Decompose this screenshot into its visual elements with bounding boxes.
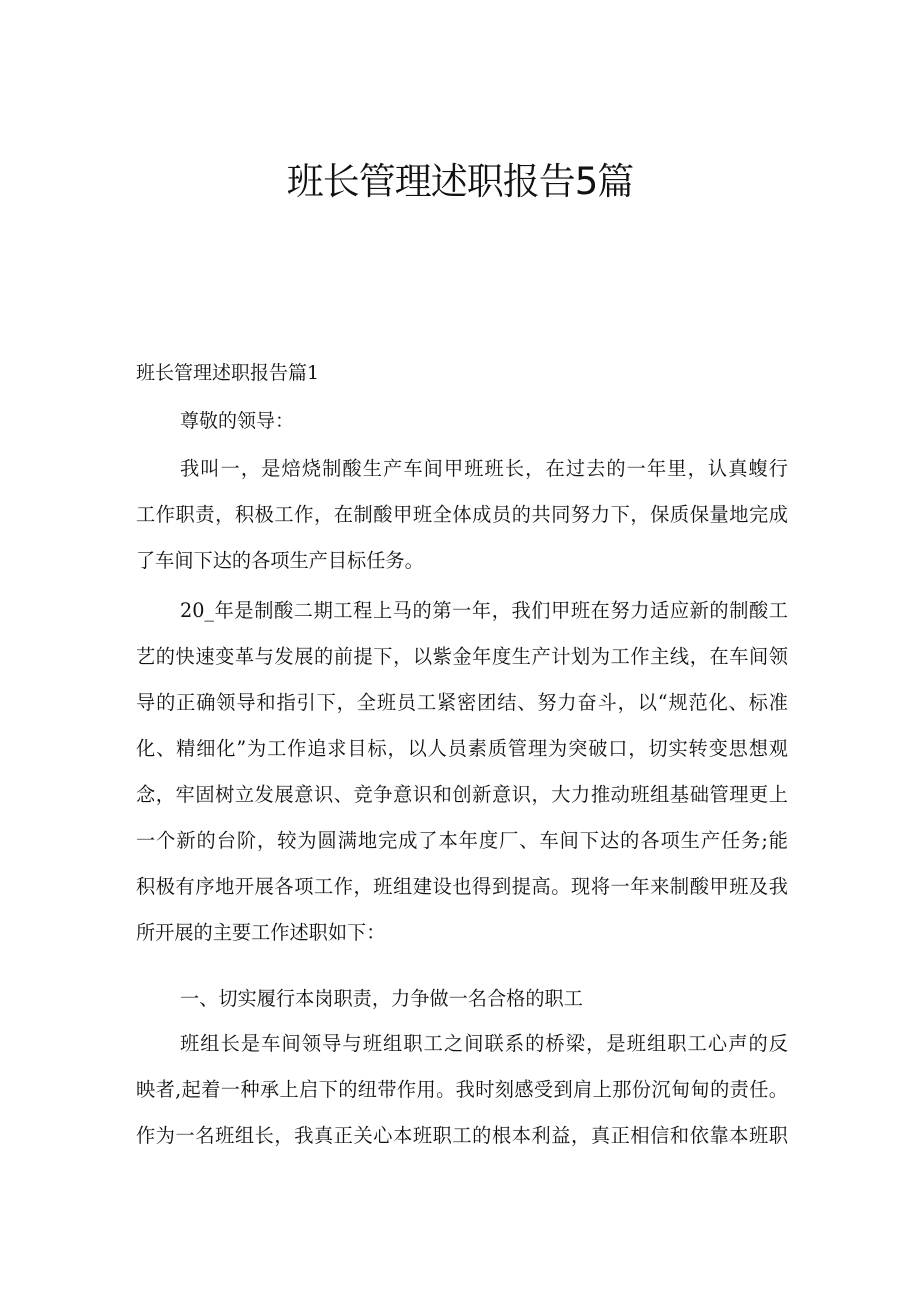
paragraph-line: 了车间下达的各项生产目标任务。 (136, 549, 424, 572)
paragraph-line: 作为一名班组长，我真正关心本班职工的根本利益，真正相信和依靠本班职 (136, 1124, 788, 1147)
paragraph-line: 积极有序地开展各项工作，班组建设也得到提高。现将一年来制酸甲班及我 (136, 875, 788, 898)
salutation: 尊敬的领导： (180, 410, 295, 432)
paragraph-line: 化、精细化”为工作追求目标，以人员素质管理为突破口，切实转变思想观 (136, 737, 788, 760)
paragraph-line: 一个新的台阶，较为圆满地完成了本年度厂、车间下达的各项生产任务;能 (136, 829, 788, 852)
paragraph-line: 工作职责，积极工作，在制酸甲班全体成员的共同努力下，保质保量地完成 (136, 503, 788, 526)
subheading-1: 一、切实履行本岗职责，力争做一名合格的职工 (180, 987, 583, 1010)
paragraph-line: 艺的快速变革与发展的前提下，以紫金年度生产计划为工作主线，在车间领 (136, 645, 788, 668)
paragraph-line: 班组长是车间领导与班组职工之间联系的桥梁，是班组职工心声的反 (180, 1032, 788, 1055)
paragraph-line: 我叫一，是焙烧制酸生产车间甲班班长，在过去的一年里，认真蝮行 (180, 457, 788, 480)
paragraph-1 (136, 446, 788, 584)
paragraph-line: 映者,起着一种承上启下的纽带作用。我时刻感受到肩上那份沉甸甸的责任。 (136, 1078, 788, 1101)
document-title: 班长管理述职报告5篇 (286, 160, 634, 203)
paragraph-2 (136, 588, 788, 956)
paragraph-line: 所开展的主要工作述职如下： (136, 921, 386, 944)
paragraph-line: 20_年是制酸二期工程上马的第一年，我们甲班在努力适应新的制酸工 (180, 599, 788, 622)
paragraph-line: 念，牢固树立发展意识、竞争意识和创新意识，大力推动班组基础管理更上 (136, 783, 788, 806)
paragraph-line: 导的正确领导和指引下，全班员工紧密团结、努力奋斗，以“规范化、标准 (136, 691, 788, 714)
section-heading: 班长管理述职报告篇1 (136, 362, 320, 384)
paragraph-3 (136, 1021, 788, 1159)
